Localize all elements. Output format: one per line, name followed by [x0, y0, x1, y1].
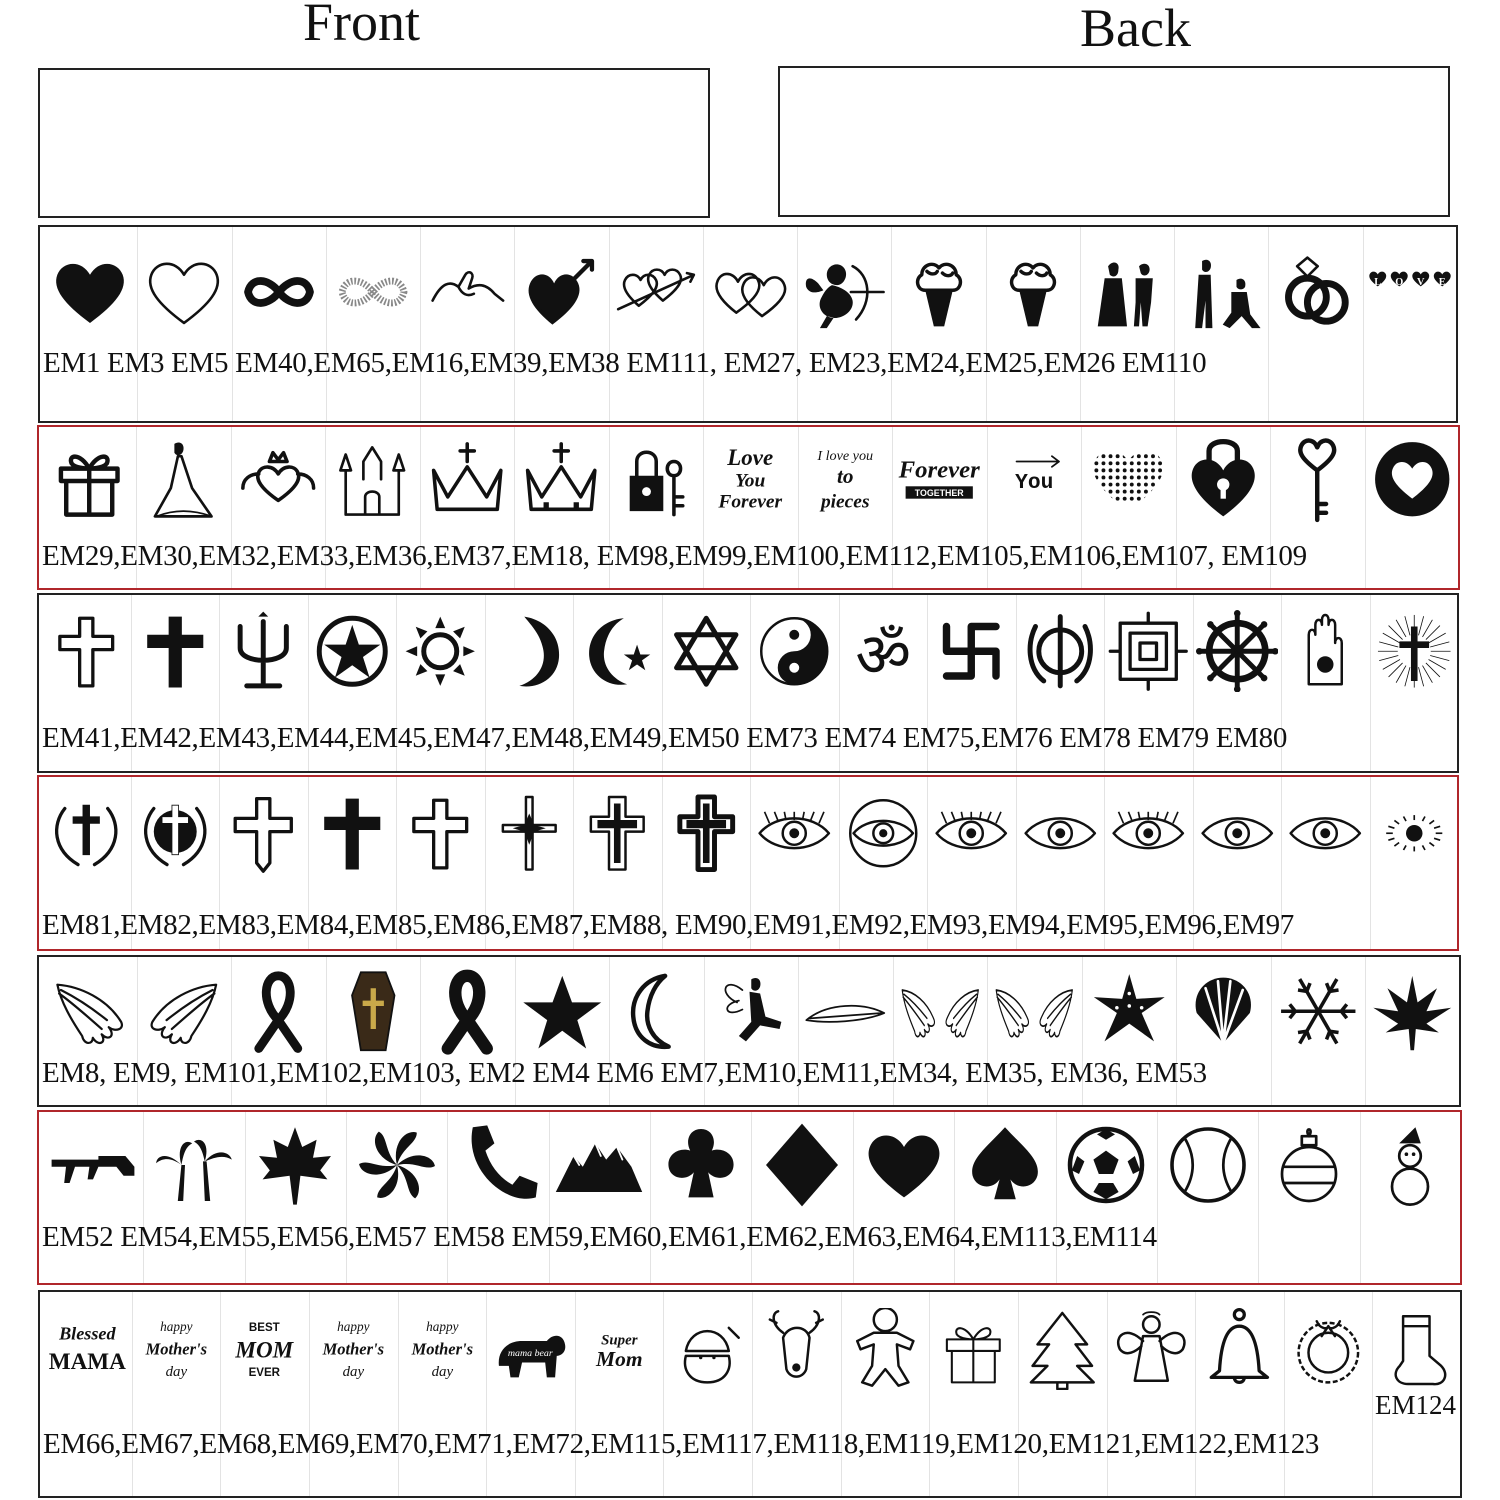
bell-icon	[1198, 1308, 1281, 1391]
emblem-codes-caption: EM81,EM82,EM83,EM84,EM85,EM86,EM87,EM88, EM90,EM91,EM92,EM93,EM94,EM95,EM96,EM97	[42, 909, 1295, 941]
crown-icon	[423, 435, 511, 523]
om-icon	[842, 610, 925, 693]
emblem-option[interactable]	[1281, 595, 1371, 771]
back-engraving-box[interactable]	[778, 66, 1450, 217]
star-of-david-icon	[665, 610, 748, 693]
two-hearts-icon	[707, 249, 793, 335]
svg-text:EVER: EVER	[248, 1366, 281, 1379]
emblem-option[interactable]	[43, 1292, 133, 1496]
cross-icon	[134, 610, 217, 693]
soccer-ball-icon	[1061, 1120, 1151, 1210]
sun-icon	[399, 610, 482, 693]
angel-icon	[1110, 1308, 1193, 1391]
snowman-icon	[1365, 1120, 1455, 1210]
svg-text:Mother's: Mother's	[145, 1338, 207, 1358]
emblem-option[interactable]	[1360, 1112, 1462, 1283]
emblem-option[interactable]	[1056, 1112, 1158, 1283]
club-icon	[656, 1120, 746, 1210]
wings-icon	[896, 967, 985, 1056]
eye-icon	[1019, 792, 1102, 875]
dotted-heart-icon	[1084, 435, 1172, 523]
fairy-icon	[707, 967, 796, 1056]
rifle-icon	[48, 1120, 138, 1210]
emblem-option[interactable]	[1258, 1112, 1360, 1283]
heart-arrow-icon	[518, 249, 604, 335]
svg-text:day: day	[342, 1363, 364, 1380]
khanda-icon	[1019, 610, 1102, 693]
blessed-mama-icon	[46, 1308, 129, 1391]
emblem-option[interactable]	[1370, 777, 1460, 949]
emblem-extra-code: EM124	[1375, 1390, 1456, 1420]
emblem-codes-caption: EM1 EM3 EM5 EM40,EM65,EM16,EM39,EM38 EM111, EM27, EM23,EM24,EM25,EM26 EM110	[43, 347, 1207, 379]
emblem-option[interactable]	[954, 1112, 1056, 1283]
emblem-option[interactable]	[575, 1292, 665, 1496]
heart-circle-icon	[1368, 435, 1456, 523]
gift-icon	[45, 435, 133, 523]
infinity-icon	[236, 249, 322, 335]
svg-text:MAMA: MAMA	[48, 1348, 126, 1375]
gift-outline-icon	[932, 1308, 1015, 1391]
emblem-option[interactable]	[1370, 595, 1460, 771]
bride-groom-icon	[1084, 249, 1170, 335]
hamsa-hand-icon	[1284, 610, 1367, 693]
ribbon-icon	[234, 967, 323, 1056]
emblem-option[interactable]	[514, 227, 609, 421]
radiant-cross-icon	[1373, 610, 1456, 693]
swastika-icon	[930, 610, 1013, 693]
emblem-option[interactable]	[245, 1112, 347, 1283]
svg-text:happy: happy	[159, 1318, 193, 1334]
emblem-option[interactable]	[1281, 777, 1371, 949]
emblem-option[interactable]	[326, 227, 421, 421]
crescent-star-icon	[576, 610, 659, 693]
emblem-option[interactable]	[232, 227, 327, 421]
emblem-option[interactable]	[1195, 1292, 1285, 1496]
wedding-rings-icon	[1273, 249, 1359, 335]
svg-text:happy: happy	[425, 1318, 458, 1334]
eye-lashes-icon	[1107, 792, 1190, 875]
wreath-cross-circle-icon	[134, 792, 217, 875]
moon-face-icon	[488, 610, 571, 693]
star-circle-icon	[311, 610, 394, 693]
emblem-option[interactable]	[853, 1112, 955, 1283]
palm-trees-icon	[149, 1120, 239, 1210]
svg-text:E: E	[1438, 277, 1446, 289]
emblem-option[interactable]	[650, 1112, 752, 1283]
yin-yang-icon	[753, 610, 836, 693]
emblem-option[interactable]	[549, 1112, 651, 1283]
emblem-option[interactable]	[1268, 227, 1363, 421]
love-you-forever-icon	[706, 435, 794, 523]
spade-icon	[960, 1120, 1050, 1210]
svg-text:Forever: Forever	[898, 456, 980, 484]
pinwheel-icon	[352, 1120, 442, 1210]
ornament-icon	[1264, 1120, 1354, 1210]
emblem-row	[37, 593, 1459, 773]
cross-inlay-icon	[576, 792, 659, 875]
svg-text:Blessed: Blessed	[59, 1323, 116, 1344]
star-icon	[518, 967, 607, 1056]
dharma-wheel-icon	[1196, 610, 1279, 693]
crescent-icon	[612, 967, 701, 1056]
emblem-option[interactable]	[986, 227, 1081, 421]
emblem-option[interactable]	[1107, 1292, 1197, 1496]
best-mom-ever-icon	[223, 1308, 306, 1391]
you-and-me-icon	[990, 435, 1078, 523]
trident-icon	[222, 610, 305, 693]
emblem-option[interactable]	[929, 1292, 1019, 1496]
emblem-option[interactable]	[1365, 957, 1461, 1105]
mama-bear-icon	[489, 1308, 572, 1391]
cross-bold-icon	[311, 792, 394, 875]
heart-icon	[47, 249, 133, 335]
emblem-option[interactable]	[309, 1292, 399, 1496]
heart-padlock-icon	[1179, 435, 1267, 523]
emblem-option[interactable]	[137, 227, 232, 421]
svg-text:BEST: BEST	[249, 1321, 280, 1334]
evil-eye-circle-icon	[842, 792, 925, 875]
happy-mothers-day-icon	[312, 1308, 395, 1391]
heart-outline-icon	[141, 249, 227, 335]
emblem-option[interactable]	[1157, 1112, 1259, 1283]
emblem-option[interactable]	[1365, 427, 1460, 588]
emblem-option[interactable]	[486, 1292, 576, 1496]
crown-cross-icon	[517, 435, 605, 523]
svg-text:Super: Super	[600, 1332, 638, 1349]
mountains-icon	[554, 1120, 644, 1210]
coffin-icon	[329, 967, 418, 1056]
phone-icon	[453, 1120, 543, 1210]
wreath-cross-icon	[45, 792, 128, 875]
emblem-codes-caption: EM29,EM30,EM32,EM33,EM36,EM37,EM18, EM98,EM99,EM100,EM112,EM105,EM106,EM107, EM109	[42, 540, 1307, 572]
gingerbread-icon	[844, 1308, 927, 1391]
front-engraving-box[interactable]	[38, 68, 710, 218]
christmas-tree-icon	[1021, 1308, 1104, 1391]
leaf-icon	[1368, 967, 1457, 1056]
rose-bouquet-icon	[896, 249, 982, 335]
love-hearts-icon	[1367, 249, 1453, 335]
ribbon-bold-icon	[423, 967, 512, 1056]
baseball-icon	[1163, 1120, 1253, 1210]
star-cross-icon	[488, 792, 571, 875]
super-mom-icon	[578, 1308, 661, 1391]
emblem-option[interactable]	[752, 1292, 842, 1496]
bride-icon	[139, 435, 227, 523]
emblem-row	[37, 425, 1460, 590]
emblem-option[interactable]	[841, 1292, 931, 1496]
angel-wing-left-icon	[45, 967, 134, 1056]
flower-bouquet-icon	[990, 249, 1076, 335]
svg-text:I love you: I love you	[817, 447, 873, 464]
svg-text:You: You	[735, 470, 766, 492]
infinity-outline-icon	[330, 249, 416, 335]
angel-wing-right-icon	[140, 967, 229, 1056]
pinky-promise-icon	[424, 249, 510, 335]
emblem-row	[38, 225, 1458, 423]
emblem-option[interactable]	[420, 227, 515, 421]
cross-inlay-bold-icon	[665, 792, 748, 875]
wreath-icon	[1287, 1308, 1370, 1391]
svg-text:L: L	[1374, 277, 1382, 289]
emblem-option[interactable]	[1174, 227, 1269, 421]
svg-text:V: V	[1416, 277, 1425, 289]
svg-text:Love: Love	[727, 444, 774, 470]
wings-icon	[990, 967, 1079, 1056]
happy-mothers-day-icon	[135, 1308, 218, 1391]
svg-text:day: day	[431, 1363, 453, 1380]
starfish-icon	[1085, 967, 1174, 1056]
emblem-option[interactable]	[143, 1112, 245, 1283]
feather-icon	[801, 967, 890, 1056]
emblem-codes-caption: EM66,EM67,EM68,EM69,EM70,EM71,EM72,EM115,EM117,EM118,EM119,EM120,EM121,EM122,EM123	[43, 1428, 1320, 1460]
stocking-icon	[1375, 1308, 1458, 1391]
svg-text:O: O	[1395, 277, 1404, 289]
emblem-option[interactable]	[1018, 1292, 1108, 1496]
snowflake-icon	[1274, 967, 1363, 1056]
emblem-codes-caption: EM8, EM9, EM101,EM102,EM103, EM2 EM4 EM6 EM7,EM10,EM11,EM34, EM35, EM36, EM53	[42, 1057, 1207, 1089]
emblem-option[interactable]	[1080, 227, 1175, 421]
emblem-option[interactable]	[132, 1292, 222, 1496]
back-heading: Back	[1080, 0, 1191, 58]
eye-icon	[1284, 792, 1367, 875]
svg-text:MOM: MOM	[235, 1337, 294, 1364]
maple-leaf-icon	[250, 1120, 340, 1210]
emblem-option[interactable]	[752, 1112, 854, 1283]
svg-text:TOGETHER: TOGETHER	[914, 487, 964, 498]
emblem-option[interactable]	[346, 1112, 448, 1283]
eye-icon	[1196, 792, 1279, 875]
emblem-option[interactable]	[1363, 227, 1458, 421]
svg-text:Mother's: Mother's	[411, 1338, 473, 1358]
cross-outline-icon	[399, 792, 482, 875]
heart-key-icon	[1273, 435, 1361, 523]
emblem-option[interactable]	[220, 1292, 310, 1496]
love-you-pieces-icon	[801, 435, 889, 523]
emblem-codes-caption: EM52 EM54,EM55,EM56,EM57 EM58 EM59,EM60,EM61,EM62,EM63,EM64,EM113,EM114	[42, 1221, 1157, 1253]
diamond-icon	[757, 1120, 847, 1210]
emblem-row	[38, 1290, 1462, 1498]
evil-eye-icon	[753, 792, 836, 875]
cupid-icon	[801, 249, 887, 335]
svg-text:ॐ: ॐ	[854, 619, 911, 691]
santa-icon	[666, 1308, 749, 1391]
proposal-icon	[1178, 249, 1264, 335]
maze-icon	[1107, 610, 1190, 693]
emblem-option[interactable]	[609, 227, 704, 421]
emblem-codes-caption: EM41,EM42,EM43,EM44,EM45,EM47,EM48,EM49,EM50 EM73 EM74 EM75,EM76 EM78 EM79 EM80	[42, 722, 1288, 754]
two-hearts-arrow-icon	[613, 249, 699, 335]
emblem-option[interactable]	[447, 1112, 549, 1283]
svg-text:to: to	[836, 463, 854, 488]
emblem-option[interactable]	[43, 227, 138, 421]
seashell-icon	[1179, 967, 1268, 1056]
emblem-option[interactable]	[663, 1292, 753, 1496]
front-heading: Front	[303, 0, 421, 52]
eye-lashes-icon	[930, 792, 1013, 875]
emblem-row	[37, 775, 1459, 951]
cross-outline-icon	[45, 610, 128, 693]
svg-text:happy: happy	[337, 1318, 370, 1334]
claddagh-icon	[234, 435, 322, 523]
svg-text:You: You	[1014, 470, 1053, 495]
emblem-option[interactable]	[703, 227, 798, 421]
svg-text:mama bear: mama bear	[508, 1347, 553, 1359]
emblem-row	[37, 955, 1461, 1107]
svg-text:Forever: Forever	[718, 491, 783, 513]
reindeer-icon	[755, 1308, 838, 1391]
emblem-option[interactable]	[891, 227, 986, 421]
svg-text:day: day	[165, 1363, 187, 1380]
lock-key-icon	[612, 435, 700, 523]
svg-text:Mom: Mom	[595, 1346, 643, 1371]
gothic-cross-icon	[222, 792, 305, 875]
emblem-option[interactable]	[797, 227, 892, 421]
emblem-option[interactable]	[42, 1112, 144, 1283]
forever-together-icon	[895, 435, 983, 523]
eye-dots-icon	[1373, 792, 1456, 875]
emblem-row	[37, 1110, 1462, 1285]
svg-text:pieces: pieces	[820, 491, 870, 513]
emblem-option[interactable]	[398, 1292, 488, 1496]
heart-suit-icon	[859, 1120, 949, 1210]
happy-mothers-day-icon	[401, 1308, 484, 1391]
castle-icon	[328, 435, 416, 523]
svg-text:Mother's: Mother's	[322, 1338, 384, 1358]
emblem-option[interactable]	[1271, 957, 1367, 1105]
emblem-option[interactable]	[1284, 1292, 1374, 1496]
